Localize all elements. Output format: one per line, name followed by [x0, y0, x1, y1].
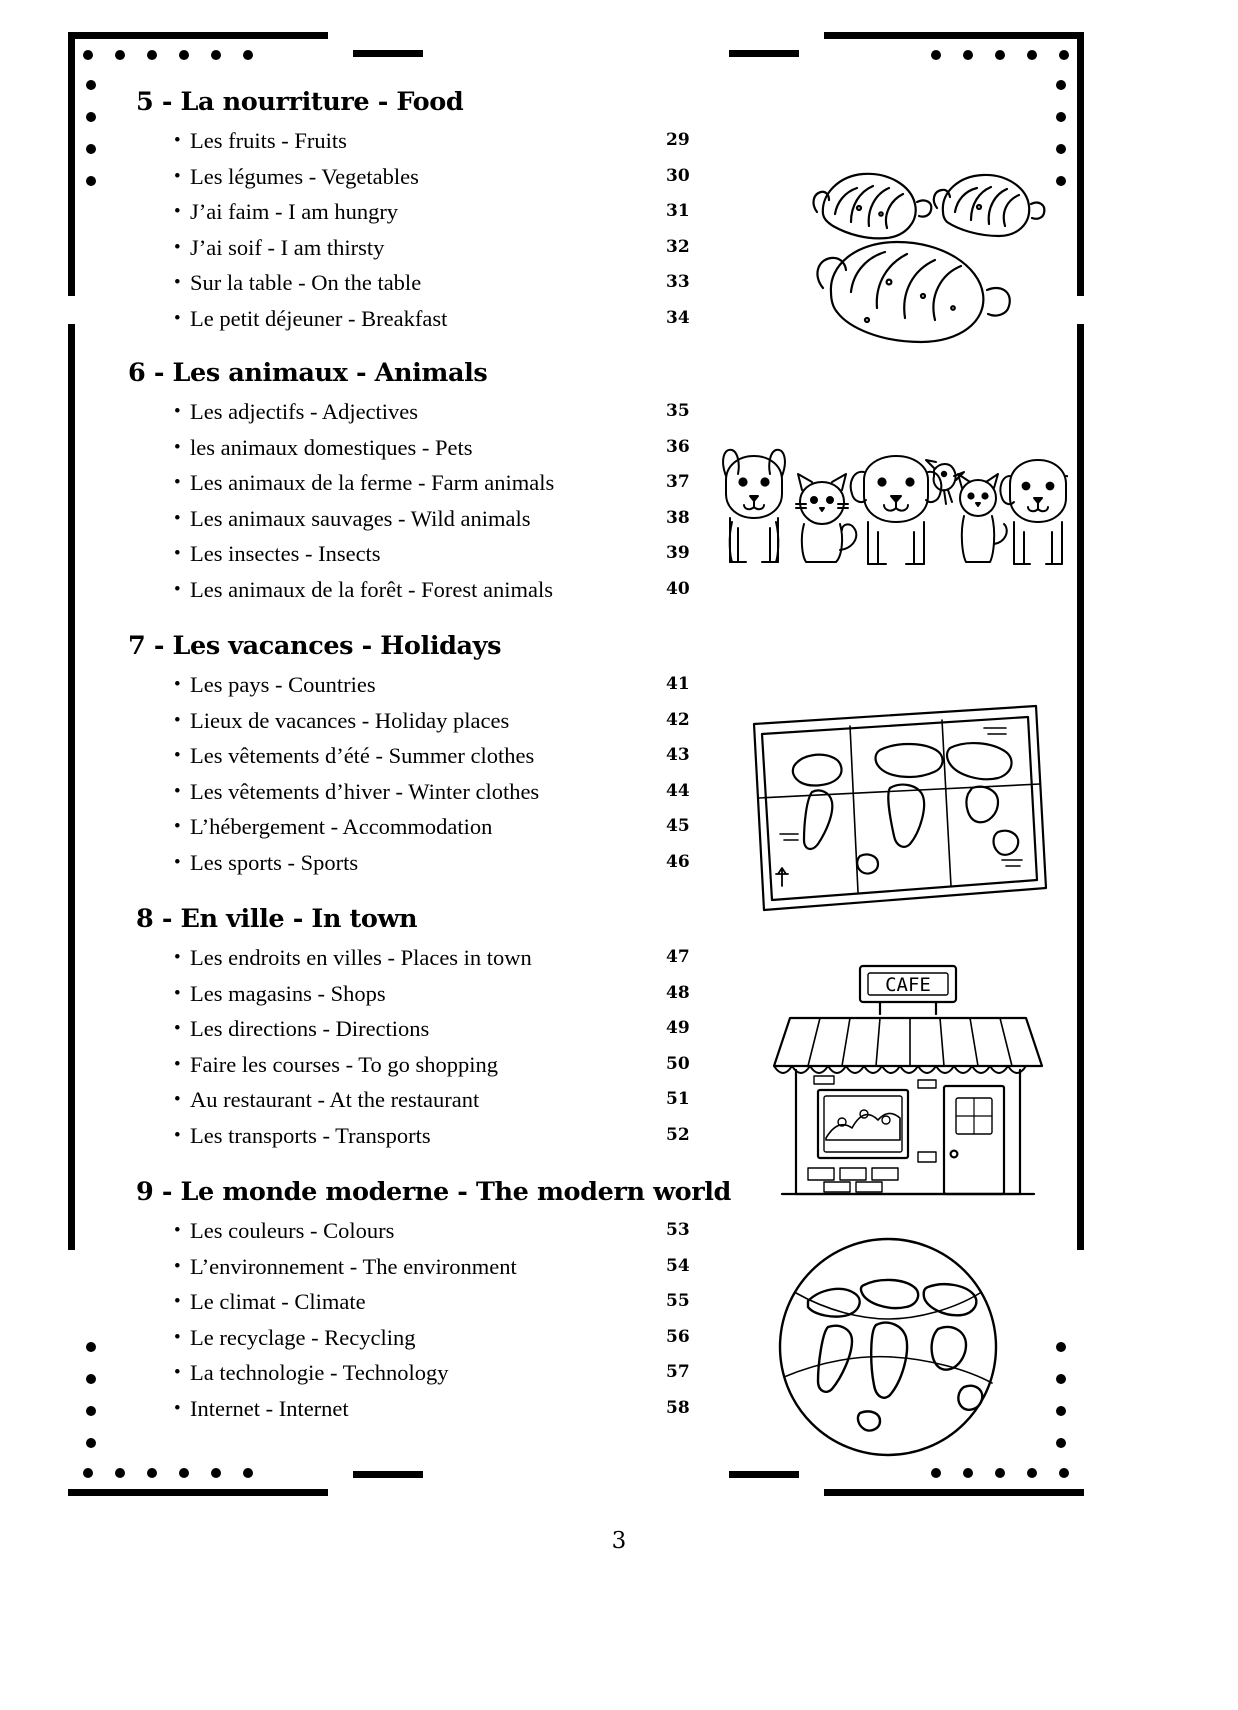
toc-entry-label: L’hébergement - Accommodation	[190, 814, 493, 839]
bullet-icon: •	[174, 674, 181, 695]
toc-entry-label: Les endroits en villes - Places in town	[190, 945, 532, 970]
frame-dots-left-bottom	[86, 1342, 96, 1448]
bullet-icon: •	[174, 236, 181, 258]
frame-dash-top-right	[729, 50, 799, 57]
bullet-icon: •	[174, 1326, 181, 1348]
bullet-icon: •	[174, 507, 181, 529]
toc-entry-page: 57	[666, 1362, 690, 1382]
toc-entry-page: 32	[666, 236, 690, 257]
bullet-icon: •	[174, 578, 181, 600]
frame-border-bottom-left	[68, 1489, 328, 1496]
bullet-icon: •	[174, 1124, 181, 1146]
bullet-icon: •	[174, 816, 181, 837]
toc-entry-label: Sur la table - On the table	[190, 270, 422, 295]
page-number: 3	[611, 1528, 627, 1554]
toc-entry-label: Lieux de vacances - Holiday places	[190, 707, 510, 733]
frame-dots-left-top	[86, 80, 96, 186]
bullet-icon: •	[174, 1362, 181, 1383]
toc-entry-label: Les transports - Transports	[190, 1122, 431, 1148]
toc-entry-label: Les pays - Countries	[190, 672, 376, 697]
toc-entry-label: les animaux domestiques - Pets	[190, 434, 473, 460]
cafe-illustration	[768, 962, 1048, 1212]
frame-dots-top-left	[83, 50, 253, 60]
toc-entry-label: L’environnement - The environment	[190, 1253, 517, 1279]
bullet-icon: •	[174, 201, 181, 222]
bullet-icon: •	[174, 472, 181, 493]
frame-border-top-left	[68, 32, 328, 39]
toc-entry-page: 40	[666, 578, 690, 599]
toc-entry-page: 34	[666, 307, 690, 328]
toc-entry-page: 42	[666, 709, 690, 730]
toc-entry-page: 37	[666, 472, 690, 492]
toc-entry-label: Les directions - Directions	[190, 1016, 430, 1041]
toc-entry-page: 49	[666, 1018, 690, 1038]
bullet-icon: •	[174, 1397, 181, 1419]
toc-entry-label: Les légumes - Vegetables	[190, 163, 419, 189]
bullet-icon: •	[174, 401, 181, 422]
toc-entry-label: Le recyclage - Recycling	[190, 1324, 416, 1350]
toc-entry-label: Les vêtements d’été - Summer clothes	[190, 743, 535, 768]
frame-dots-right-bottom	[1056, 1342, 1066, 1448]
frame-dash-bottom-right	[729, 1471, 799, 1478]
toc-entry-page: 54	[666, 1255, 690, 1276]
toc-entry-label: Le climat - Climate	[190, 1289, 366, 1314]
toc-entry-label: Les couleurs - Colours	[190, 1218, 395, 1243]
toc-entry-page: 52	[666, 1124, 690, 1145]
toc-entry-label: Les fruits - Fruits	[190, 128, 347, 153]
bullet-icon: •	[174, 780, 181, 802]
toc-entry-page: 48	[666, 982, 690, 1003]
world-map-illustration	[740, 692, 1060, 922]
section-title: 9 - Le monde moderne - The modern world	[136, 1177, 731, 1207]
frame-border-top-right	[824, 32, 1084, 39]
toc-entry-page: 39	[666, 543, 690, 563]
section-title: 8 - En ville - In town	[136, 904, 418, 934]
bullet-icon: •	[174, 1089, 181, 1110]
toc-entry-page: 33	[666, 272, 690, 292]
toc-entry-label: Les animaux de la ferme - Farm animals	[190, 470, 555, 495]
toc-entry-label: Internet - Internet	[190, 1395, 349, 1421]
toc-entry-page: 56	[666, 1326, 690, 1347]
frame-border-left-bottom	[68, 324, 75, 1250]
bullet-icon: •	[174, 947, 181, 968]
bullet-icon: •	[174, 1053, 181, 1075]
frame-dots-bottom-left	[83, 1468, 253, 1478]
frame-dash-top-left	[353, 50, 423, 57]
bullet-icon: •	[174, 1291, 181, 1312]
toc-entry-label: Les vêtements d’hiver - Winter clothes	[190, 778, 540, 804]
toc-entry-label: J’ai faim - I am hungry	[190, 199, 399, 224]
toc-entry-page: 58	[666, 1397, 690, 1418]
toc-entry-page: 55	[666, 1291, 690, 1311]
toc-entry[interactable]	[128, 394, 1028, 430]
pets-illustration	[708, 432, 1068, 592]
toc-entry-label: Les animaux sauvages - Wild animals	[190, 505, 531, 531]
toc-entry-label: Les animaux de la forêt - Forest animals	[190, 576, 554, 602]
toc-entry-label: Le petit déjeuner - Breakfast	[190, 305, 448, 331]
toc-entry-page: 31	[666, 201, 690, 221]
toc-entry-label: J’ai soif - I am thirsty	[190, 234, 385, 260]
bullet-icon: •	[174, 1255, 181, 1277]
toc-entry-label: Les sports - Sports	[190, 849, 359, 875]
toc-entry-label: Au restaurant - At the restaurant	[190, 1087, 480, 1112]
section-title: 6 - Les animaux - Animals	[128, 358, 488, 388]
toc-entry-page: 50	[666, 1053, 690, 1074]
toc-entry-label: Les magasins - Shops	[190, 980, 386, 1006]
toc-entry-page: 53	[666, 1220, 690, 1240]
section-title: 5 - La nourriture - Food	[136, 87, 464, 117]
toc-entry-page: 47	[666, 947, 690, 967]
croissants-illustration	[793, 142, 1053, 372]
frame-border-left-top	[68, 32, 75, 296]
bullet-icon: •	[174, 272, 181, 293]
bullet-icon: •	[174, 1220, 181, 1241]
bullet-icon: •	[174, 1018, 181, 1039]
toc-entry-page: 51	[666, 1089, 690, 1109]
toc-entry-page: 46	[666, 851, 690, 872]
toc-entry-page: 35	[666, 401, 690, 421]
globe-illustration	[768, 1227, 1008, 1467]
bullet-icon: •	[174, 165, 181, 187]
toc-entry-page: 43	[666, 745, 690, 765]
toc-entry-page: 38	[666, 507, 690, 528]
toc-entry-label: Les adjectifs - Adjectives	[190, 399, 419, 424]
frame-dash-bottom-left	[353, 1471, 423, 1478]
bullet-icon: •	[174, 436, 181, 458]
toc-entry-page: 36	[666, 436, 690, 457]
toc-entry-page: 30	[666, 165, 690, 186]
bullet-icon: •	[174, 982, 181, 1004]
frame-border-bottom-right	[824, 1489, 1084, 1496]
frame-dots-top-right	[931, 50, 1069, 60]
frame-dots-bottom-right	[931, 1468, 1069, 1478]
bullet-icon: •	[174, 851, 181, 873]
cafe-sign-text: CAFE	[885, 974, 931, 996]
frame-border-right-top	[1077, 32, 1084, 296]
frame-border-right-bottom	[1077, 324, 1084, 1250]
section-title: 7 - Les vacances - Holidays	[128, 631, 502, 661]
bullet-icon: •	[174, 130, 181, 151]
toc-entry-page: 44	[666, 780, 690, 801]
toc-entry-page: 45	[666, 816, 690, 836]
bullet-icon: •	[174, 745, 181, 766]
toc-entry-label: Faire les courses - To go shopping	[190, 1051, 498, 1077]
bullet-icon: •	[174, 543, 181, 564]
page-frame	[68, 32, 1084, 1496]
toc-entry-label: Les insectes - Insects	[190, 541, 381, 566]
toc-entry-page: 41	[666, 674, 690, 694]
bullet-icon: •	[174, 307, 181, 329]
toc-entry-label: La technologie - Technology	[190, 1360, 449, 1385]
bullet-icon: •	[174, 709, 181, 731]
frame-dots-right-top	[1056, 80, 1066, 186]
toc-entry-page: 29	[666, 130, 690, 150]
